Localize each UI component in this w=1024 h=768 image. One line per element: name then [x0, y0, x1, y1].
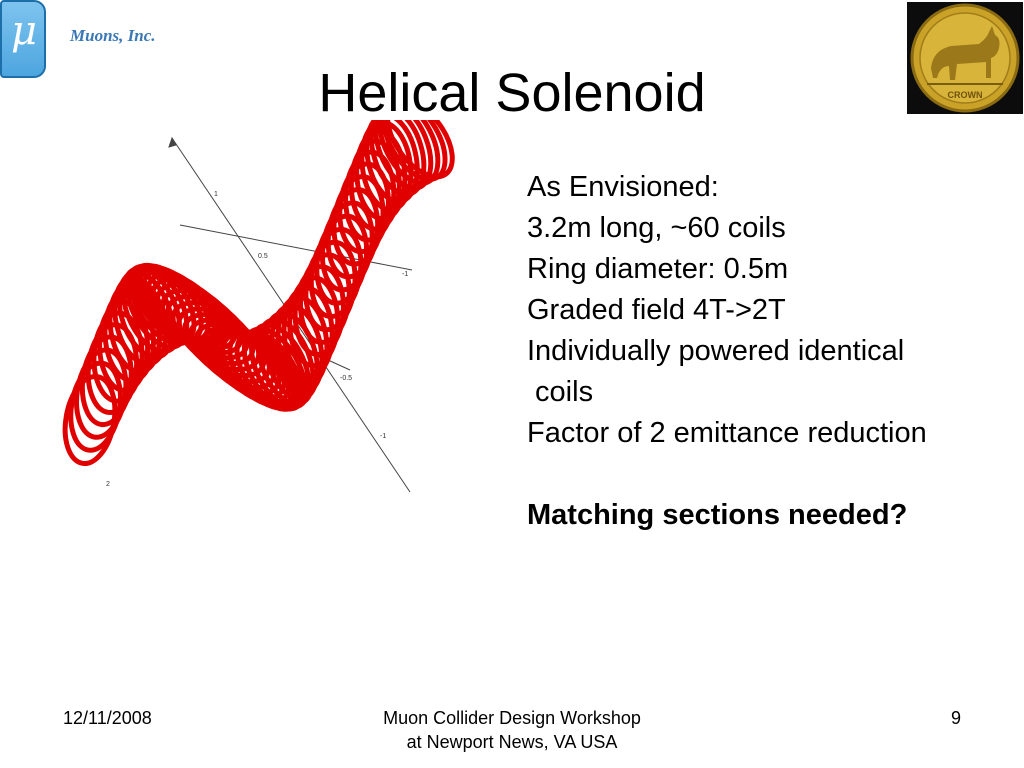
footer-event: [0, 706, 1024, 754]
axis-tick-label: 0: [366, 260, 370, 267]
spec-field: Graded field 4T->2T: [527, 294, 786, 326]
spec-list: [527, 167, 1017, 536]
helical-solenoid-figure: [50, 120, 490, 510]
spec-emittance: Factor of 2 emittance reduction: [527, 417, 927, 449]
spec-powering-cont: coils: [527, 376, 594, 408]
axis-tick-label: -0.5: [340, 375, 353, 382]
footer-event-line1: Muon Collider Design Workshop: [383, 708, 641, 728]
slide-title: Helical Solenoid: [318, 63, 706, 123]
axis-tick-label: 2: [106, 481, 110, 488]
coil-group: [59, 120, 465, 467]
spec-powering: Individually powered identical: [527, 335, 905, 367]
axis-tick-label: 0.5: [292, 300, 302, 307]
company-name: Muons, Inc.: [70, 26, 156, 45]
spec-heading: As Envisioned:: [527, 171, 719, 203]
axis-tick-label: -1: [380, 433, 387, 440]
axis-tick-label: 0.5: [258, 253, 268, 260]
question-text: Matching sections needed?: [527, 499, 908, 531]
axis-tick-label: -1: [402, 271, 409, 278]
axis-tick-label: 1: [214, 191, 218, 198]
coin-inscription: CROWN: [947, 90, 983, 100]
helix-plot: [50, 120, 490, 510]
spec-diameter: Ring diameter: 0.5m: [527, 253, 789, 285]
axis-tick-label: 1.5: [260, 359, 270, 366]
mu-symbol-icon: μ: [11, 8, 37, 54]
footer-date: 12/11/2008: [63, 708, 152, 728]
spacer: [527, 454, 1017, 495]
footer-event-line2: at Newport News, VA USA: [406, 732, 618, 752]
page-number: 9: [951, 708, 962, 728]
gold-coin-with-cat-icon: [907, 2, 1023, 114]
spec-length: 3.2m long, ~60 coils: [527, 212, 786, 244]
